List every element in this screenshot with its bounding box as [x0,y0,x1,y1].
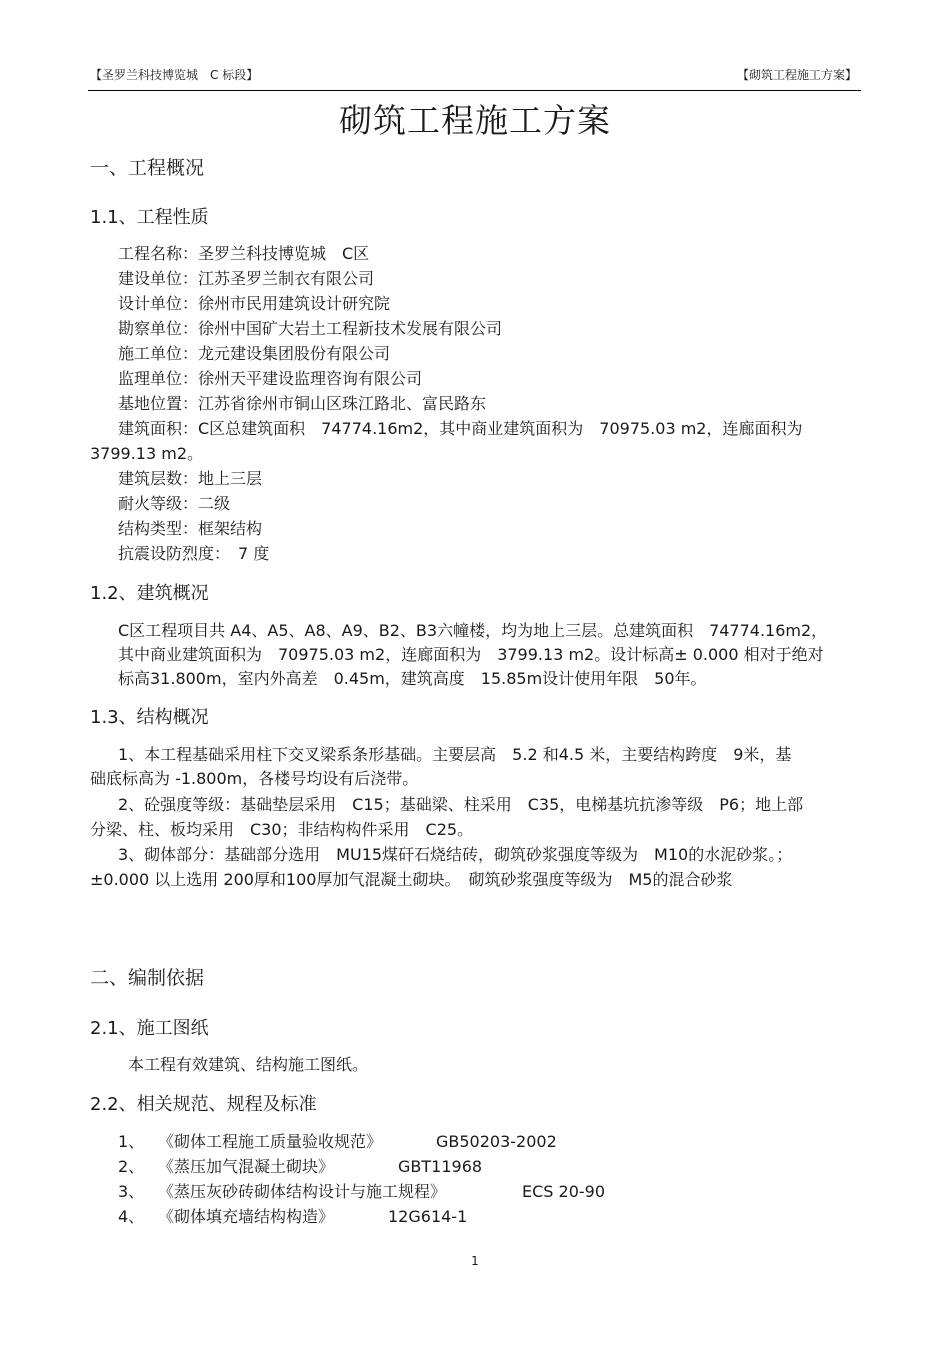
overview-line: 其中商业建筑面积为 70975.03 m2，连廊面积为 3799.13 m2。设计标高± 0.000 相对于绝对 [118,645,824,664]
standard-number: 2、 [118,1157,145,1176]
info-line: 施工单位：龙元建设集团股份有限公司 [118,344,391,363]
header-rule [88,90,861,91]
standard-number: 4、 [118,1207,145,1226]
document-title: 砌筑工程施工方案 [339,101,611,140]
standard-code: 12G614-1 [388,1207,468,1226]
page-number: 1 [471,1254,479,1268]
structure-line: 础底标高为 -1.800m，各楼号均设有后浇带。 [90,769,419,788]
subsection-heading-2-1: 2.1、施工图纸 [90,1018,209,1039]
info-line: 耐火等级：二级 [118,494,231,513]
info-line: 建筑层数：地上三层 [118,469,263,488]
subsection-heading-1-1: 1.1、工程性质 [90,207,209,228]
info-line: 抗震设防烈度： 7 度 [118,544,270,563]
overview-line: C区工程项目共 A4、A5、A8、A9、B2、B3六幢楼，均为地上三层。总建筑面积 74774.16m2， [118,621,828,640]
info-line: 建设单位：江苏圣罗兰制衣有限公司 [118,269,375,288]
subsection-heading-1-2: 1.2、建筑概况 [90,583,209,604]
running-header-right: 【砌筑工程施工方案】 [736,68,857,82]
subsection-heading-1-3: 1.3、结构概况 [90,707,209,728]
subsection-heading-2-2: 2.2、相关规范、规程及标准 [90,1094,317,1115]
section-heading-2: 二、编制依据 [90,967,205,989]
standard-name: 《砌体工程施工质量验收规范》 [158,1132,383,1151]
info-line: 工程名称：圣罗兰科技博览城 C区 [118,244,370,263]
standard-code: GB50203-2002 [436,1132,557,1151]
info-line: 基地位置：江苏省徐州市铜山区珠江路北、富民路东 [118,394,487,413]
info-line: 3799.13 m2。 [90,444,204,463]
overview-line: 标高31.800m，室内外高差 0.45m，建筑高度 15.85m设计使用年限 50年。 [118,669,707,688]
section-heading-1: 一、工程概况 [90,157,205,179]
info-line: 建筑面积：C区总建筑面积 74774.16m2，其中商业建筑面积为 70975.03 m2，连廊面积为 [118,419,803,438]
structure-line: 1、本工程基础采用柱下交叉梁系条形基础。主要层高 5.2 和4.5 米，主要结构跨度 9米，基 [118,745,792,764]
info-line: 监理单位：徐州天平建设监理咨询有限公司 [118,369,423,388]
structure-line: 3、砌体部分：基础部分选用 MU15煤矸石烧结砖，砌筑砂浆强度等级为 M10的水泥砂浆。； [118,845,793,864]
standard-code: ECS 20-90 [522,1182,606,1201]
standard-name: 《蒸压加气混凝土砌块》 [158,1157,335,1176]
standard-name: 《蒸压灰砂砖砌体结构设计与施工规程》 [158,1182,447,1201]
standard-name: 《砌体填充墙结构构造》 [158,1207,335,1226]
drawings-text: 本工程有效建筑、结构施工图纸。 [128,1055,369,1074]
standard-number: 1、 [118,1132,145,1151]
running-header-left: 【圣罗兰科技博览城 C 标段】 [90,68,259,82]
info-line: 勘察单位：徐州中国矿大岩土工程新技术发展有限公司 [118,319,503,338]
structure-line: ±0.000 以上选用 200厚和100厚加气混凝土砌块。 砌筑砂浆强度等级为 M5的混合砂浆 [90,870,733,889]
structure-line: 分梁、柱、板均采用 C30；非结构构件采用 C25。 [90,820,474,839]
structure-line: 2、砼强度等级：基础垫层采用 C15；基础梁、柱采用 C35，电梯基坑抗渗等级 P6；地上部 [118,795,804,814]
standard-number: 3、 [118,1182,145,1201]
info-line: 结构类型：框架结构 [118,519,263,538]
info-line: 设计单位：徐州市民用建筑设计研究院 [118,294,391,313]
standard-code: GBT11968 [398,1157,483,1176]
